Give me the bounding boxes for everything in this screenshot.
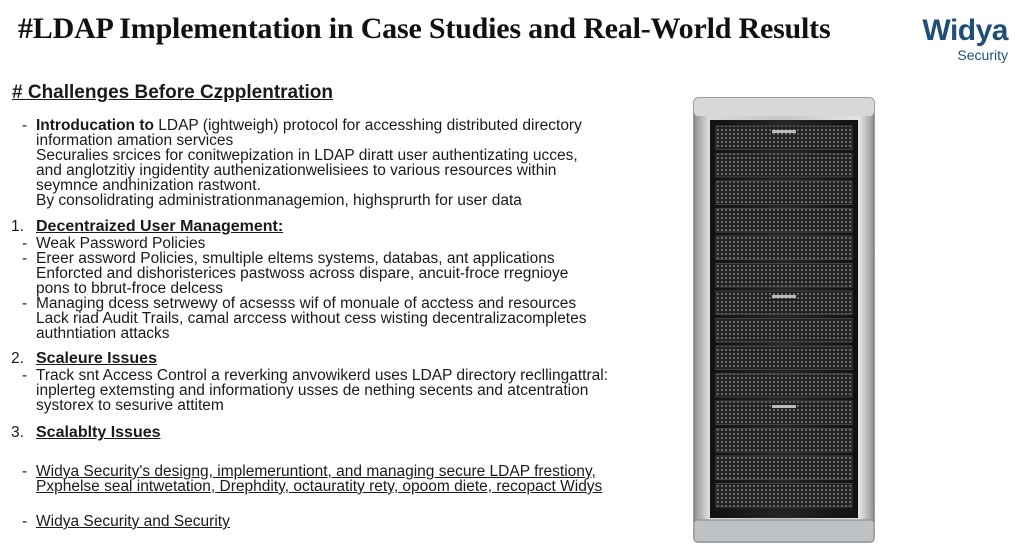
list-item-text: Managing dcess setrwewy of acsesss wif of monuale of acctess and resources — [36, 295, 577, 312]
server-unit — [716, 209, 852, 233]
rack-base — [694, 520, 874, 542]
intro-block — [22, 117, 582, 209]
section-1-header — [11, 218, 587, 235]
server-unit — [716, 401, 852, 425]
company-logo — [898, 16, 1008, 63]
list-item: authntiation attacks — [36, 325, 170, 342]
server-unit — [716, 126, 852, 150]
list-item-text: Track snt Access Control a reverking anvowikerd uses LDAP directory recllingattral: — [36, 367, 609, 384]
unit-label — [772, 405, 796, 408]
bullet-dash: - — [22, 367, 28, 384]
server-unit — [716, 181, 852, 205]
server-unit — [716, 264, 852, 288]
intro-line: LDAP (ightweigh) protocol for accesshing distributed directory — [153, 117, 582, 134]
bullet-dash: - — [22, 235, 28, 252]
section-1 — [11, 218, 587, 342]
list-item-text: Widya Security and Security — [36, 513, 230, 530]
server-unit — [716, 319, 852, 343]
intro-line: information amation services — [36, 132, 234, 149]
section-2-header — [11, 350, 608, 367]
intro-line: and anglotzitiy ingidentity authenizationwelisiees to various resources within — [36, 162, 557, 179]
bullet-dash: - — [22, 463, 28, 480]
bullet-dash: - — [22, 250, 28, 267]
list-item-text: Widya Security's designg, implemeruntiont, and managing secure LDAP frestiony, — [36, 463, 596, 480]
section-number: 1. — [11, 218, 24, 235]
section-2 — [11, 350, 609, 414]
server-unit — [716, 484, 852, 508]
logo-tagline: Security — [957, 47, 1008, 63]
intro-row — [22, 117, 582, 134]
list-item-text: Ereer assword Policies, smultiple eltems systems, databas, ant applications — [36, 250, 555, 267]
unit-label — [772, 130, 796, 133]
list-item — [36, 479, 602, 494]
server-rack-icon — [692, 96, 876, 544]
list-item — [22, 250, 587, 267]
section-number: 2. — [11, 350, 24, 367]
server-unit — [716, 291, 852, 315]
list-item: systorex to sesurive attitem — [36, 397, 224, 414]
unit-label — [772, 295, 796, 298]
list-item — [22, 463, 602, 480]
rack-top — [694, 98, 874, 116]
intro-line: Securalies srcices for conitwepization in LDAP diratt user authentizating ucces, — [36, 147, 578, 164]
server-unit — [716, 429, 852, 453]
bullet-dash: - — [22, 117, 28, 134]
section-2-title: Scaleure Issues — [36, 350, 157, 367]
section-number: 3. — [11, 424, 24, 441]
section-heading: # Challenges Before Czpplentration — [12, 82, 333, 103]
list-item-text: Weak Password Policies — [36, 235, 206, 252]
server-unit — [716, 456, 852, 480]
bullet-dash: - — [22, 513, 28, 530]
list-item: Enforcted and dishoristerices pastwoss across dispare, ancuit-froce rregnioye — [36, 265, 569, 282]
server-unit — [716, 154, 852, 178]
bullet-dash: - — [22, 295, 28, 312]
server-unit — [716, 236, 852, 260]
intro-lead: Introducation to — [36, 117, 154, 134]
list-item — [22, 513, 602, 530]
list-item: inplerteg extemsting and informationy usses de nething secents and atcentration — [36, 382, 589, 399]
section-3 — [11, 424, 603, 530]
section-3-header — [11, 424, 602, 441]
server-unit — [716, 374, 852, 398]
list-item — [22, 295, 587, 312]
intro-line: By consolidrating administrationmanagemion, highsprurth for user data — [36, 192, 522, 209]
server-unit — [716, 346, 852, 370]
list-item — [22, 235, 587, 252]
section-3-title: Scalablty Issues — [36, 424, 161, 441]
list-item: Lack riad Audit Trails, camal arccess without cess wisting decentralizacompletes — [36, 310, 587, 327]
logo-wordmark: Widya — [922, 14, 1008, 47]
list-item-text: Pxphelse seal intwetation, Drephdity, octauratity rety, opoom diete, recopact Widys — [36, 478, 603, 495]
list-item — [22, 367, 609, 384]
intro-line: seymnce andhinization rastwont. — [36, 177, 261, 194]
page-title: #LDAP Implementation in Case Studies and Real-World Results — [18, 12, 831, 45]
section-1-title: Decentraized User Management: — [36, 218, 284, 235]
list-item: pons to bbrut-froce delcess — [36, 280, 223, 297]
